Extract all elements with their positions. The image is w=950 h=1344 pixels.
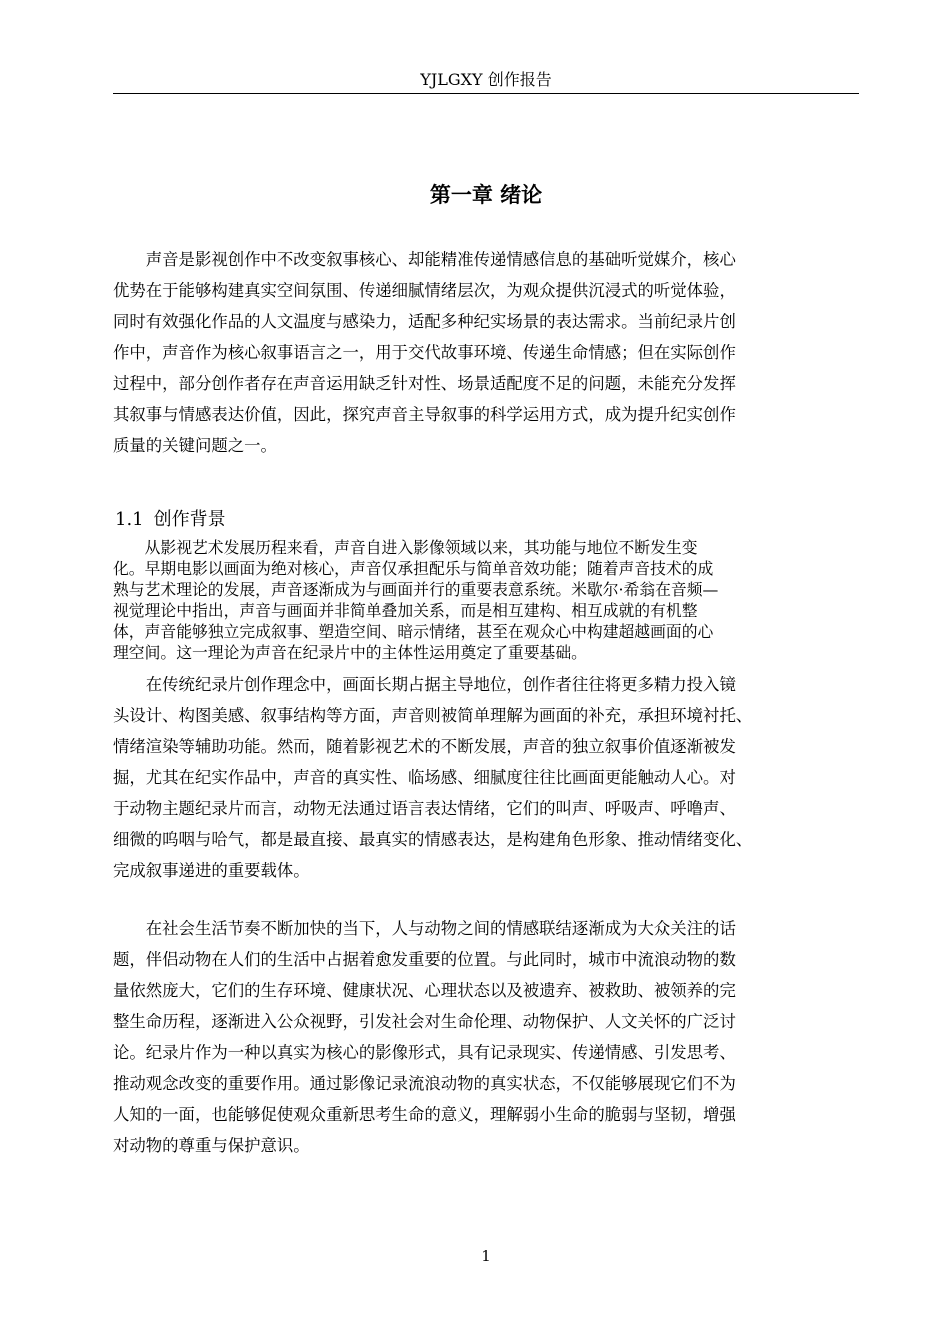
paragraph-line: 理空间。这一理论为声音在纪录片中的主体性运用奠定了重要基础。 (113, 643, 587, 662)
paragraph-line: 整生命历程，逐渐进入公众视野，引发社会对生命伦理、动物保护、人文关怀的广泛讨 (113, 1012, 736, 1031)
page-number: 1 (481, 1247, 491, 1265)
intro-paragraph (113, 244, 859, 461)
section-number: 1.1 (115, 509, 144, 530)
paragraph-line: 情绪渲染等辅助功能。然而，随着影视艺术的不断发展，声音的独立叙事价值逐渐被发 (113, 737, 736, 756)
paragraph-line: 视觉理论中指出，声音与画面并非简单叠加关系，而是相互建构、相互成就的有机整 (113, 601, 698, 620)
paragraph-line: 量依然庞大，它们的生存环境、健康状况、心理状态以及被遗弃、被救助、被领养的完 (113, 981, 736, 1000)
paragraph-line: 完成叙事递进的重要载体。 (113, 861, 310, 880)
paragraph-line: 同时有效强化作品的人文温度与感染力，适配多种纪实场景的表达需求。当前纪录片创 (113, 312, 736, 331)
paragraph-line: 过程中，部分创作者存在声音运用缺乏针对性、场景适配度不足的问题，未能充分发挥 (113, 374, 736, 393)
paragraph-line: 头设计、构图美感、叙事结构等方面，声音则被简单理解为画面的补充，承担环境衬托、 (113, 706, 753, 725)
paragraph-line: 在传统纪录片创作理念中，画面长期占据主导地位，创作者往往将更多精力投入镜 (113, 675, 736, 694)
background-paragraph-1 (113, 537, 859, 663)
paragraph-line: 优势在于能够构建真实空间氛围、传递细腻情绪层次，为观众提供沉浸式的听觉体验， (113, 281, 736, 300)
paragraph-line: 化。早期电影以画面为绝对核心，声音仅承担配乐与简单音效功能；随着声音技术的成 (113, 559, 714, 578)
paragraph-line: 熟与艺术理论的发展，声音逐渐成为与画面并行的重要表意系统。米歇尔·希翁在音频— (113, 580, 719, 599)
paragraph-line: 其叙事与情感表达价值，因此，探究声音主导叙事的科学运用方式，成为提升纪实创作 (113, 405, 736, 424)
section-title: 创作背景 (153, 509, 226, 530)
paragraph-line: 声音是影视创作中不改变叙事核心、却能精准传递情感信息的基础听觉媒介，核心 (113, 250, 736, 269)
paragraph-line: 人知的一面，也能够促使观众重新思考生命的意义，理解弱小生命的脆弱与坚韧，增强 (113, 1105, 736, 1124)
paragraph-line: 细微的呜咽与哈气，都是最直接、最真实的情感表达，是构建角色形象、推动情绪变化、 (113, 830, 753, 849)
chapter-title: 第一章 绪论 (429, 183, 543, 207)
paragraph-line: 论。纪录片作为一种以真实为核心的影像形式，具有记录现实、传递情感、引发思考、 (113, 1043, 736, 1062)
paragraph-line: 从影视艺术发展历程来看，声音自进入影像领域以来，其功能与地位不断发生变 (113, 538, 698, 557)
paragraph-line: 质量的关键问题之一。 (113, 436, 277, 455)
paragraph-line: 掘，尤其在纪实作品中，声音的真实性、临场感、细腻度往往比画面更能触动人心。对 (113, 768, 736, 787)
running-header: YJLGXY 创作报告 (420, 70, 552, 89)
paragraph-line: 推动观念改变的重要作用。通过影像记录流浪动物的真实状态，不仅能够展现它们不为 (113, 1074, 736, 1093)
paragraph-line: 题，伴侣动物在人们的生活中占据着愈发重要的位置。与此同时，城市中流浪动物的数 (113, 950, 736, 969)
paragraph-line: 对动物的尊重与保护意识。 (113, 1136, 310, 1155)
background-paragraph-3 (113, 913, 859, 1161)
paragraph-line: 体，声音能够独立完成叙事、塑造空间、暗示情绪，甚至在观众心中构建超越画面的心 (113, 622, 714, 641)
paragraph-line: 于动物主题纪录片而言，动物无法通过语言表达情绪，它们的叫声、呼吸声、呼噜声、 (113, 799, 736, 818)
paragraph-line: 作中，声音作为核心叙事语言之一，用于交代故事环境、传递生命情感；但在实际创作 (113, 343, 736, 362)
paragraph-line: 在社会生活节奏不断加快的当下，人与动物之间的情感联结逐渐成为大众关注的话 (113, 919, 736, 938)
section-heading (115, 507, 226, 533)
header-rule (113, 93, 859, 94)
background-paragraph-2 (113, 669, 859, 886)
